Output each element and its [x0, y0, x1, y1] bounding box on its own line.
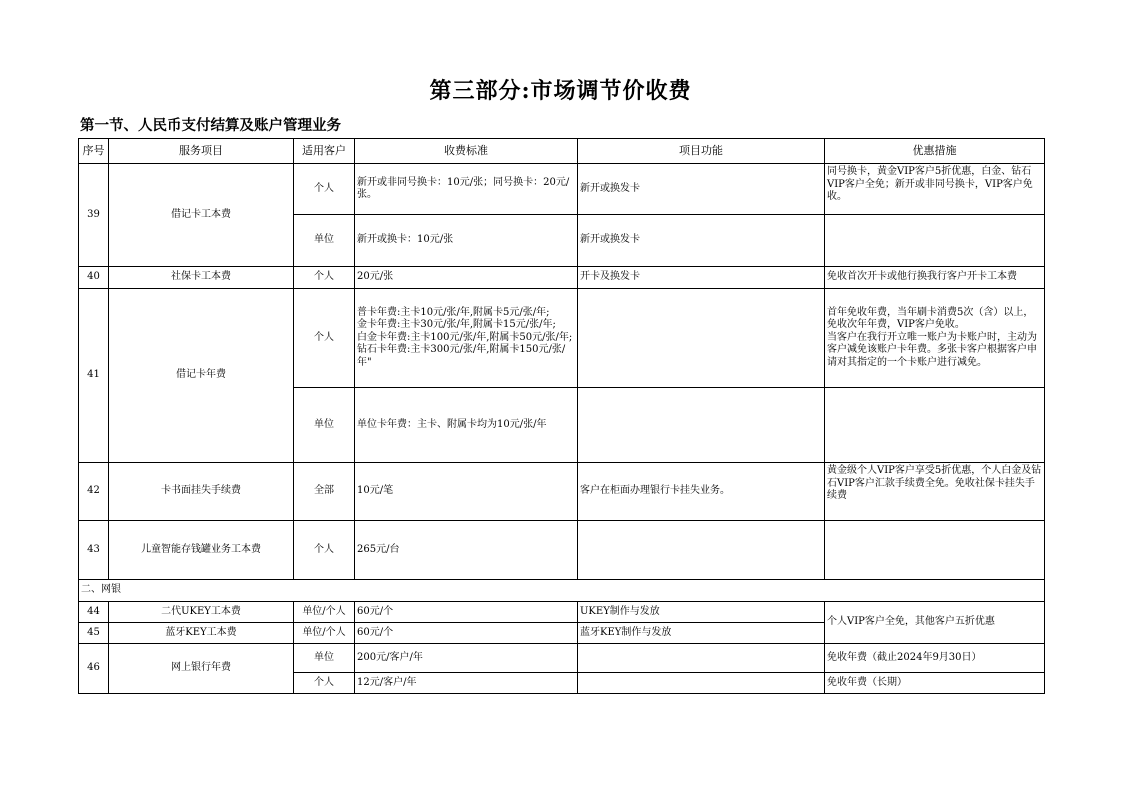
row-item: 借记卡工本费 [109, 164, 294, 267]
row-client: 单位 [294, 215, 355, 267]
row-item: 卡书面挂失手续费 [109, 463, 294, 521]
row-discount: 黄金级个人VIP客户享受5折优惠，个人白金及钻石VIP客户汇款手续费全免。免收社保卡挂失手续费 [825, 463, 1045, 521]
row-function [578, 388, 825, 463]
page-title: 第三部分:市场调节价收费 [429, 78, 692, 104]
row-standard: 20元/张 [355, 267, 578, 289]
row-discount: 同号换卡，黄金VIP客户5折优惠，白金、钻石VIP客户全免；新开或非同号换卡，VIP客户免收。 [825, 164, 1045, 215]
table-row [79, 521, 1045, 580]
header-discount: 优惠措施 [825, 139, 1045, 164]
row-standard: 60元/个 [355, 602, 578, 623]
row-standard: 普卡年费:主卡10元/张/年,附属卡5元/张/年; 金卡年费:主卡30元/张/年,附属卡15元/张/年; 白金卡年费:主卡100元/张/年,附属卡50元/张/年; 钻石卡年费:主卡300元/张/年,附属卡150元/张/年" [355, 289, 578, 388]
table-header-row [79, 139, 1045, 164]
row-function: 新开或换发卡 [578, 215, 825, 267]
row-function: 蓝牙KEY制作与发放 [578, 623, 825, 644]
row-item: 儿童智能存钱罐业务工本费 [109, 521, 294, 580]
row-standard: 新开或换卡：10元/张 [355, 215, 578, 267]
row-discount [825, 388, 1045, 463]
row-no: 40 [79, 267, 109, 289]
row-standard: 10元/笔 [355, 463, 578, 521]
row-standard: 265元/台 [355, 521, 578, 580]
table-row [79, 289, 1045, 388]
row-client: 个人 [294, 521, 355, 580]
row-discount: 免收年费（截止2024年9月30日） [825, 644, 1045, 673]
row-item: 网上银行年费 [109, 644, 294, 694]
row-standard: 200元/客户/年 [355, 644, 578, 673]
row-function [578, 644, 825, 673]
row-standard: 新开或非同号换卡：10元/张；同号换卡：20元/张。 [355, 164, 578, 215]
row-item: 社保卡工本费 [109, 267, 294, 289]
row-client: 单位/个人 [294, 623, 355, 644]
row-no: 44 [79, 602, 109, 623]
row-function [578, 289, 825, 388]
row-client: 个人 [294, 267, 355, 289]
row-item: 蓝牙KEY工本费 [109, 623, 294, 644]
row-discount [825, 521, 1045, 580]
row-discount: 免收首次开卡或他行换我行客户开卡工本费 [825, 267, 1045, 289]
row-no: 43 [79, 521, 109, 580]
row-discount: 首年免收年费，当年刷卡消费5次（含）以上，免收次年年费，VIP客户免收。 当客户在我行开立唯一账户为卡账户时，主动为客户减免该账户卡年费。多张卡客户根据客户申请对其指定的一个卡账户进行减免。 [825, 289, 1045, 388]
row-discount: 个人VIP客户全免，其他客户五折优惠 [825, 602, 1045, 644]
row-function: 开卡及换发卡 [578, 267, 825, 289]
header-standard: 收费标准 [355, 139, 578, 164]
header-function: 项目功能 [578, 139, 825, 164]
row-standard: 60元/个 [355, 623, 578, 644]
row-function: 新开或换发卡 [578, 164, 825, 215]
row-standard: 单位卡年费：主卡、附属卡均为10元/张/年 [355, 388, 578, 463]
row-function: 客户在柜面办理银行卡挂失业务。 [578, 463, 825, 521]
row-item: 借记卡年费 [109, 289, 294, 463]
row-client: 个人 [294, 164, 355, 215]
row-discount [825, 215, 1045, 267]
header-item: 服务项目 [109, 139, 294, 164]
header-client: 适用客户 [294, 139, 355, 164]
row-no: 42 [79, 463, 109, 521]
table-row [79, 463, 1045, 521]
row-no: 45 [79, 623, 109, 644]
row-no: 46 [79, 644, 109, 694]
row-function [578, 673, 825, 694]
row-client: 个人 [294, 673, 355, 694]
row-function: UKEY制作与发放 [578, 602, 825, 623]
row-no: 39 [79, 164, 109, 267]
table-row [79, 267, 1045, 289]
fee-table [78, 138, 1045, 694]
table-row [79, 602, 1045, 623]
section-label: 二、网银 [79, 580, 1045, 602]
row-standard: 12元/客户/年 [355, 673, 578, 694]
table-row [79, 644, 1045, 673]
section-title: 第一节、人民币支付结算及账户管理业务 [80, 118, 341, 134]
row-client: 单位 [294, 388, 355, 463]
row-client: 个人 [294, 289, 355, 388]
row-discount: 免收年费（长期） [825, 673, 1045, 694]
row-client: 全部 [294, 463, 355, 521]
row-no: 41 [79, 289, 109, 463]
row-client: 单位/个人 [294, 602, 355, 623]
row-function [578, 521, 825, 580]
header-no: 序号 [79, 139, 109, 164]
section-row [79, 580, 1045, 602]
row-item: 二代UKEY工本费 [109, 602, 294, 623]
table-row [79, 164, 1045, 215]
row-client: 单位 [294, 644, 355, 673]
